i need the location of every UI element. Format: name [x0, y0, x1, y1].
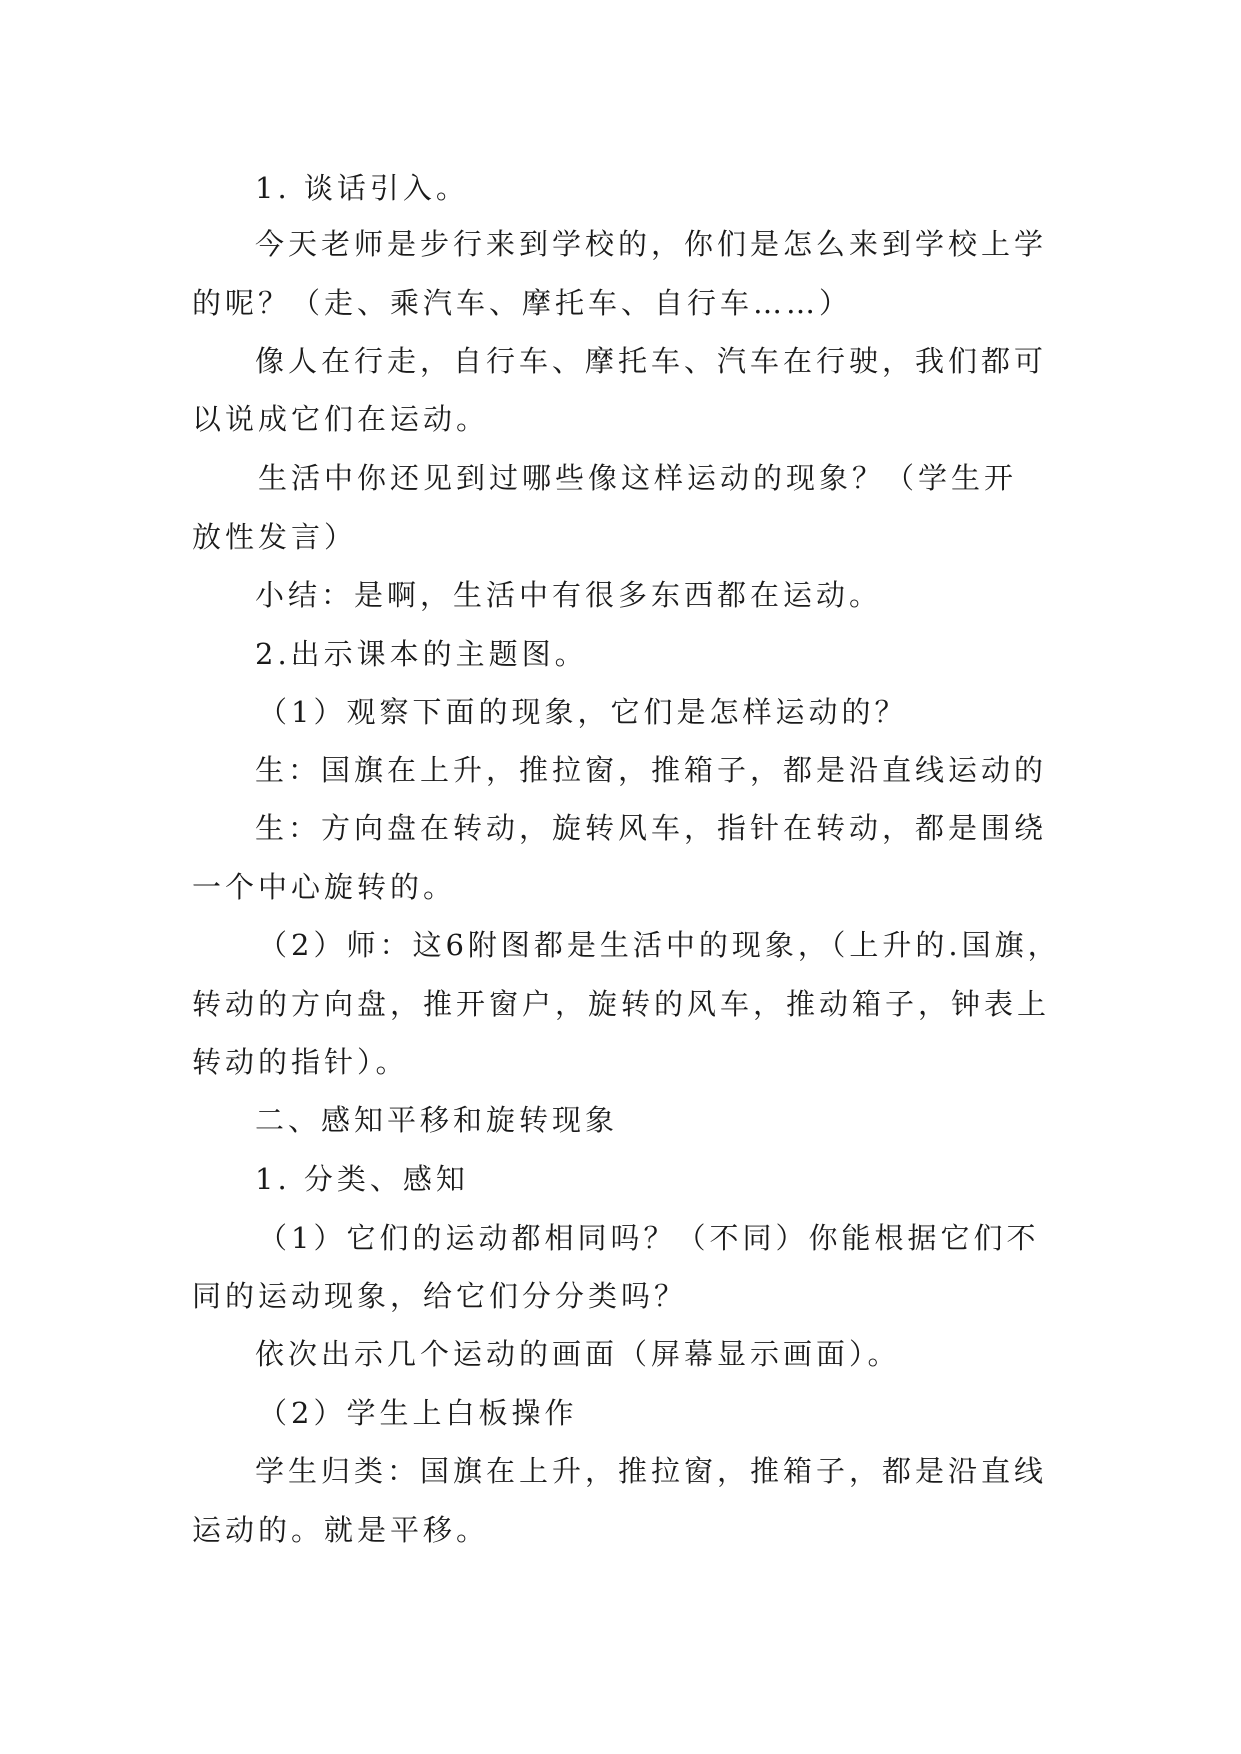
- text-line: 小结：是啊，生活中有很多东西都在运动。: [255, 578, 883, 612]
- text-line: 同的运动现象，给它们分分类吗？: [192, 1279, 688, 1313]
- text-line: 放性发言）: [192, 520, 358, 554]
- text-line: 今天老师是步行来到学校的，你们是怎么来到学校上学: [255, 227, 1048, 261]
- text-line: 2.出示课本的主题图。: [255, 637, 588, 671]
- text-line: 二、感知平移和旋转现象: [255, 1103, 619, 1137]
- text-line: 生：方向盘在转动，旋转风车，指针在转动，都是围绕: [255, 811, 1048, 845]
- text-line: 的呢？（走、乘汽车、摩托车、自行车……）: [192, 286, 853, 320]
- text-line: 转动的方向盘，推开窗户，旋转的风车，推动箱子，钟表上: [192, 987, 1051, 1021]
- text-line: 1. 谈话引入。: [255, 171, 469, 205]
- text-line: 生：国旗在上升，推拉窗，推箱子，都是沿直线运动的: [255, 753, 1048, 787]
- text-line: 一个中心旋转的。: [192, 870, 457, 904]
- text-line: （2）师：这6附图都是生活中的现象，（上升的.国旗，: [258, 928, 1061, 962]
- text-line: 依次出示几个运动的画面（屏幕显示画面）。: [255, 1337, 901, 1371]
- text-line: （1）它们的运动都相同吗？（不同）你能根据它们不: [258, 1221, 1040, 1255]
- text-line: （2）学生上白板操作: [258, 1396, 578, 1430]
- text-line: 生活中你还见到过哪些像这样运动的现象？（学生开: [258, 461, 1018, 495]
- text-line: 以说成它们在运动。: [192, 402, 490, 436]
- text-line: 1. 分类、感知: [255, 1162, 469, 1196]
- text-line: （1）观察下面的现象，它们是怎样运动的？: [258, 695, 908, 729]
- text-line: 运动的。就是平移。: [192, 1513, 490, 1547]
- text-line: 像人在行走，自行车、摩托车、汽车在行驶，我们都可: [255, 344, 1048, 378]
- text-line: 学生归类：国旗在上升，推拉窗，推箱子，都是沿直线: [255, 1454, 1048, 1488]
- text-line: 转动的指针）。: [192, 1045, 409, 1079]
